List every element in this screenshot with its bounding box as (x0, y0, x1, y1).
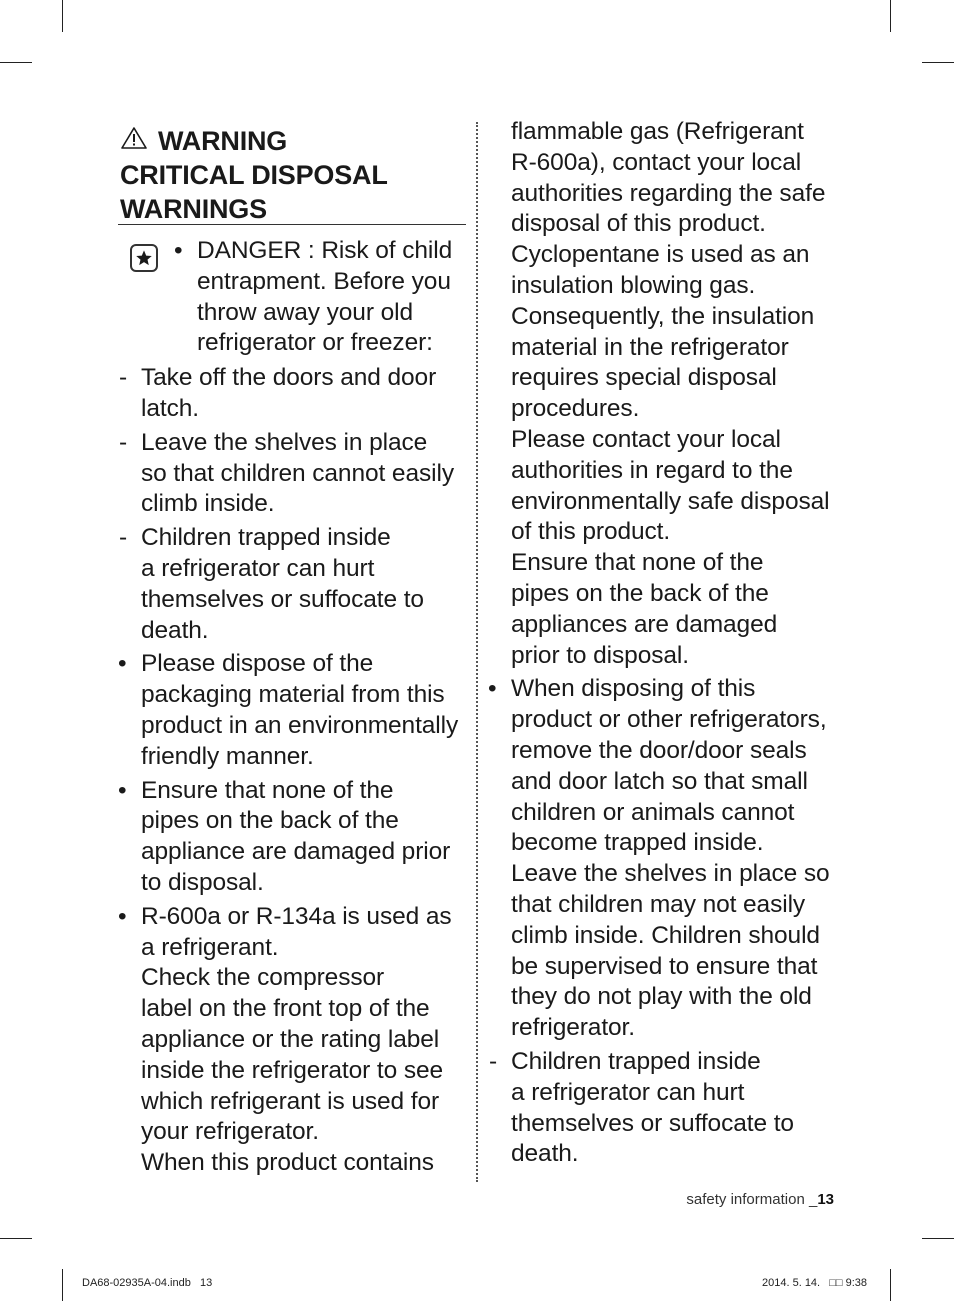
crop-mark (0, 62, 32, 63)
page-number: 13 (817, 1191, 834, 1208)
footer-section: safety information _ (686, 1191, 818, 1208)
star-box-icon (130, 244, 158, 272)
warning-label: WARNING (158, 126, 288, 156)
danger-item (118, 236, 468, 359)
slug-date: 2014. 5. 14. □□ 9:38 (762, 1277, 868, 1289)
list-item-text: R-600a or R-134a is used as a refrigerant. Check the compressor label on the front top of the appliance or the rating label inside the refrigerator to see which refrigerant is used for your refrigerator. When this product contains (141, 902, 452, 1177)
list-item (118, 649, 468, 772)
list-item (118, 363, 468, 425)
list-item-text: Ensure that none of the pipes on the back of the appliance are damaged prior to disposal. (141, 776, 451, 896)
crop-mark (922, 1238, 954, 1239)
crop-mark (922, 62, 954, 63)
dash-marker: - (119, 364, 128, 392)
heading-line: WARNINGS (120, 194, 267, 224)
dash-marker: - (119, 428, 128, 456)
list-item (118, 428, 468, 520)
crop-mark (62, 1269, 63, 1301)
left-column (118, 236, 468, 1182)
list-item (118, 523, 468, 646)
heading-underline (118, 224, 466, 225)
list-item-text: Please dispose of the packaging material from this product in an environmentally friendly manner. (141, 650, 459, 770)
dash-marker: - (119, 524, 128, 552)
danger-text: DANGER : Risk of child entrapment. Before you throw away your old refrigerator or freezer: (197, 237, 453, 357)
list-item (488, 1047, 838, 1170)
section-heading (120, 124, 466, 226)
bullet-marker: • (174, 237, 183, 264)
list-item (118, 902, 468, 1179)
list-item-text: Leave the shelves in place so that children cannot easily climb inside. (141, 428, 454, 518)
heading-line: CRITICAL DISPOSAL (120, 160, 388, 190)
list-item-text: When disposing of this product or other refrigerators, remove the door/door seals and door latch so that small children or animals cannot become trapped inside. Leave the shelves in place so that children may not easily climb inside. Children should be supervised to ensure that they do not play with the old refrigerator. (511, 675, 830, 1042)
list-item-text: Take off the doors and door latch. (141, 364, 437, 422)
bullet-marker: • (118, 650, 127, 678)
bullet-marker: • (488, 675, 497, 703)
bullet-marker: • (118, 902, 127, 930)
list-item-text: Children trapped inside a refrigerator can hurt themselves or suffocate to death. (511, 1047, 794, 1168)
continued-text: flammable gas (Refrigerant R-600a), contact your local authorities regarding the safe disposal of this product. Cyclopentane is used as an insulation blowing gas. Consequently, the insulation material in the refrigerator requires special disposal procedures. Please contact your local authorities in regard to the environmentally safe disposal of this product. Ensure that none of the pipes on the back of the appliances are damaged prior to disposal. (511, 118, 830, 669)
warning-triangle-icon (120, 124, 148, 158)
list-item-text: Children trapped inside a refrigerator can hurt themselves or suffocate to death. (141, 524, 424, 644)
crop-mark (890, 0, 891, 32)
list-item (488, 674, 838, 1044)
right-column (488, 117, 838, 1173)
dash-marker: - (489, 1047, 498, 1075)
crop-mark (0, 1238, 32, 1239)
crop-mark (62, 0, 63, 32)
column-divider (476, 122, 478, 1182)
bullet-marker: • (118, 776, 127, 804)
page-footer (686, 1191, 834, 1208)
list-item (118, 776, 468, 899)
crop-mark (890, 1269, 891, 1301)
slug-file: DA68-02935A-04.indb 13 (82, 1277, 213, 1289)
